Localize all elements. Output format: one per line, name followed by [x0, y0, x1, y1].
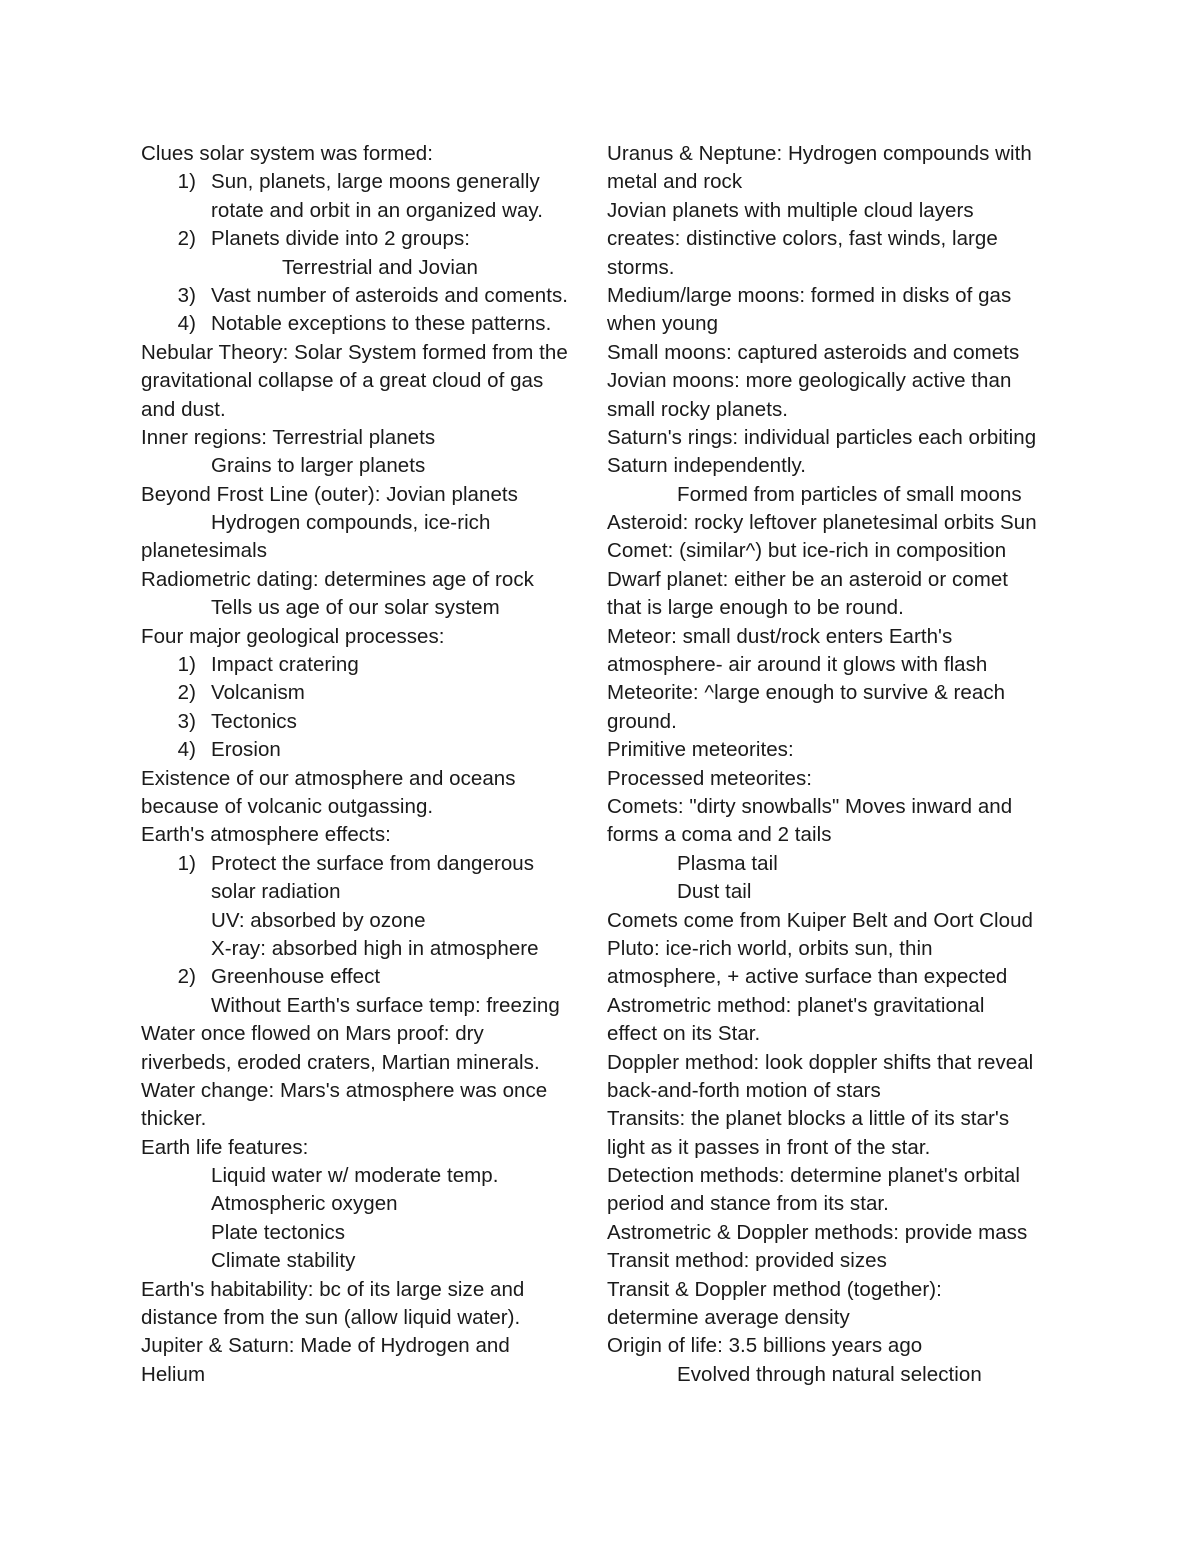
list-item-text: Vast number of asteroids and coments. [211, 283, 568, 307]
text-line: Helium [141, 1362, 206, 1386]
text-line: Plate tectonics [211, 1220, 346, 1244]
text-line: Hydrogen compounds, ice-rich [211, 511, 491, 535]
text-line: Atmospheric oxygen [211, 1192, 398, 1216]
numbered-list-item [141, 736, 593, 764]
list-number: 1) [177, 851, 196, 875]
list-item-text: Greenhouse effect [211, 965, 381, 989]
text-line: ground. [607, 709, 677, 733]
text-line: Primitive meteorites: [607, 738, 794, 762]
text-line: Comet: (similar^) but ice-rich in composition [607, 539, 1007, 563]
text-line: Plasma tail [677, 851, 778, 875]
numbered-list-item [141, 282, 593, 310]
numbered-list-item [141, 168, 593, 196]
text-line: light as it passes in front of the star. [607, 1135, 931, 1159]
text-line: period and stance from its star. [607, 1192, 889, 1216]
text-line: Dust tail [677, 880, 752, 904]
text-line: atmosphere- air around it glows with flash [607, 653, 988, 677]
text-line: Terrestrial and Jovian [282, 255, 478, 279]
text-line: Existence of our atmosphere and oceans [141, 766, 516, 790]
text-line: Inner regions: Terrestrial planets [141, 425, 436, 449]
text-line: Clues solar system was formed: [141, 142, 434, 165]
left-column [141, 140, 593, 1389]
text-line: gravitational collapse of a great cloud of gas [141, 369, 544, 393]
text-line: Water once flowed on Mars proof: dry [141, 1022, 484, 1046]
text-line: Dwarf planet: either be an asteroid or comet [607, 567, 1009, 591]
text-line: Earth's habitability: bc of its large size and [141, 1277, 525, 1301]
text-line: Transit method: provided sizes [607, 1249, 887, 1273]
text-line: atmosphere, + active surface than expected [607, 965, 1008, 989]
text-line: Small moons: captured asteroids and comets [607, 340, 1020, 364]
text-line: metal and rock [607, 170, 743, 194]
list-item-text: Notable exceptions to these patterns. [211, 312, 552, 336]
text-line: planetesimals [141, 539, 267, 563]
numbered-list-item [141, 310, 593, 338]
text-line: Radiometric dating: determines age of rock [141, 567, 534, 591]
text-line: forms a coma and 2 tails [607, 823, 832, 847]
text-line: Origin of life: 3.5 billions years ago [607, 1334, 923, 1358]
text-line: Doppler method: look doppler shifts that reveal [607, 1050, 1034, 1074]
list-number: 1) [177, 653, 196, 677]
text-line: Meteor: small dust/rock enters Earth's [607, 624, 953, 648]
text-line: solar radiation [211, 880, 341, 904]
text-line: that is large enough to be round. [607, 596, 904, 620]
text-line: rotate and orbit in an organized way. [211, 198, 543, 222]
text-line: back-and-forth motion of stars [607, 1078, 881, 1102]
text-line: Comets: "dirty snowballs" Moves inward and [607, 794, 1013, 818]
text-line: Tells us age of our solar system [211, 596, 500, 620]
list-number: 3) [177, 709, 196, 733]
text-line: Asteroid: rocky leftover planetesimal orbits Sun [607, 511, 1037, 535]
list-number: 2) [177, 681, 196, 705]
text-line: Detection methods: determine planet's orbital [607, 1164, 1020, 1188]
text-line: when young [607, 312, 719, 336]
list-item-text: Planets divide into 2 groups: [211, 227, 471, 251]
text-line: Water change: Mars's atmosphere was once [141, 1078, 548, 1102]
text-line: Evolved through natural selection [677, 1362, 982, 1386]
text-line: Uranus & Neptune: Hydrogen compounds with [607, 142, 1032, 165]
list-number: 1) [177, 170, 196, 194]
text-line: Earth life features: [141, 1135, 309, 1159]
text-line: Formed from particles of small moons [677, 482, 1022, 506]
list-number: 4) [177, 312, 196, 336]
numbered-list-item [141, 850, 593, 878]
list-item-text: Impact cratering [211, 653, 359, 677]
text-line: Nebular Theory: Solar System formed from the [141, 340, 568, 364]
text-line: Jovian moons: more geologically active than [607, 369, 1012, 393]
text-line: Saturn's rings: individual particles each orbiting [607, 425, 1037, 449]
text-line: Medium/large moons: formed in disks of gas [607, 283, 1012, 307]
text-line: Transit & Doppler method (together): [607, 1277, 942, 1301]
text-line: because of volcanic outgassing. [141, 794, 434, 818]
right-column [607, 140, 1069, 1389]
list-number: 2) [177, 965, 196, 989]
list-item-text: Tectonics [211, 709, 297, 733]
text-line: UV: absorbed by ozone [211, 908, 426, 932]
text-line: riverbeds, eroded craters, Martian minerals. [141, 1050, 540, 1074]
numbered-list-item [141, 651, 593, 679]
list-number: 2) [177, 227, 196, 251]
text-line: determine average density [607, 1306, 850, 1330]
text-line: Astrometric method: planet's gravitational [607, 993, 985, 1017]
text-line: small rocky planets. [607, 397, 789, 421]
text-line: Beyond Frost Line (outer): Jovian planets [141, 482, 518, 506]
text-line: Processed meteorites: [607, 766, 812, 790]
numbered-list-item [141, 708, 593, 736]
text-line: creates: distinctive colors, fast winds, large [607, 227, 998, 251]
text-line: Earth's atmosphere effects: [141, 823, 391, 847]
list-item-text: Erosion [211, 738, 281, 762]
text-line: storms. [607, 255, 675, 279]
text-line: X-ray: absorbed high in atmosphere [211, 936, 539, 960]
text-line: Saturn independently. [607, 454, 806, 478]
text-line: thicker. [141, 1107, 207, 1131]
text-line: effect on its Star. [607, 1022, 761, 1046]
text-line: Four major geological processes: [141, 624, 445, 648]
text-line: Grains to larger planets [211, 454, 426, 478]
text-line: Comets come from Kuiper Belt and Oort Cloud [607, 908, 1033, 932]
text-line: Pluto: ice-rich world, orbits sun, thin [607, 936, 933, 960]
list-item-text: Sun, planets, large moons generally [211, 170, 540, 194]
text-line: Transits: the planet blocks a little of its star's [607, 1107, 1010, 1131]
numbered-list-item [141, 963, 593, 991]
text-line: Meteorite: ^large enough to survive & reach [607, 681, 1006, 705]
text-line: Without Earth's surface temp: freezing [211, 993, 560, 1017]
text-line: distance from the sun (allow liquid water). [141, 1306, 521, 1330]
text-line: Climate stability [211, 1249, 356, 1273]
list-number: 3) [177, 283, 196, 307]
text-line: Jovian planets with multiple cloud layers [607, 198, 974, 222]
text-line: Astrometric & Doppler methods: provide mass [607, 1220, 1028, 1244]
list-item-text: Protect the surface from dangerous [211, 851, 535, 875]
text-line: Liquid water w/ moderate temp. [211, 1164, 499, 1188]
text-line: and dust. [141, 397, 226, 421]
numbered-list-item [141, 225, 593, 253]
list-number: 4) [177, 738, 196, 762]
list-item-text: Volcanism [211, 681, 305, 705]
text-line: Jupiter & Saturn: Made of Hydrogen and [141, 1334, 510, 1358]
numbered-list-item [141, 679, 593, 707]
